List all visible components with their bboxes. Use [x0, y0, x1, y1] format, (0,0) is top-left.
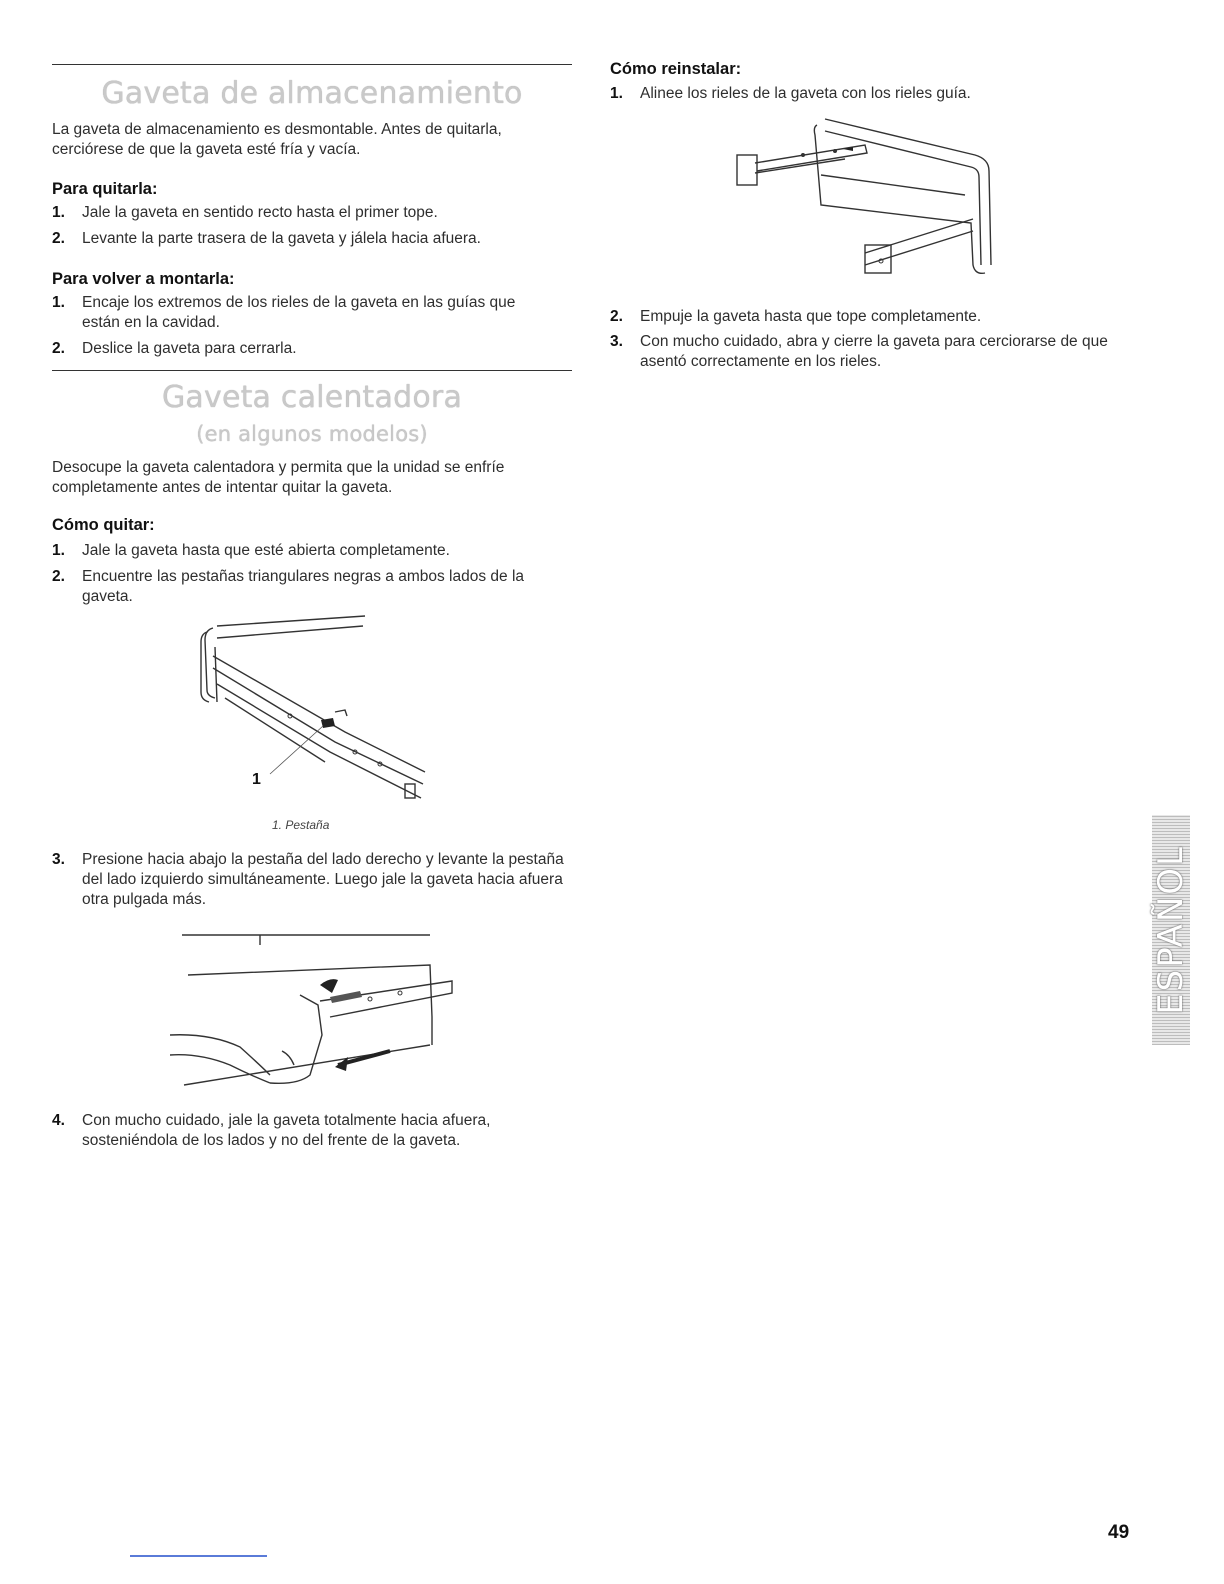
- step-text: Con mucho cuidado, jale la gaveta totalmente hacia afuera, sosteniéndola de los lados y no del frente de la gaveta.: [82, 1112, 491, 1149]
- step-text: Jale la gaveta en sentido recto hasta el primer tope.: [82, 204, 438, 221]
- figure-caption: 1. Pestaña: [272, 818, 330, 832]
- step-number: 2.: [52, 230, 65, 247]
- step-number: 1.: [52, 542, 65, 559]
- list-item: [52, 850, 574, 910]
- rail-align-illustration: [735, 115, 1005, 285]
- step-text: Empuje la gaveta hasta que tope completamente.: [640, 308, 982, 325]
- list-item: [610, 307, 1130, 327]
- footer-link-bar: [130, 1555, 267, 1557]
- top-rule: [52, 64, 572, 65]
- tab-pointer: [270, 718, 335, 774]
- figure-callout: 1: [252, 771, 261, 788]
- list-item: [52, 203, 572, 223]
- step-text: Encaje los extremos de los rieles de la gaveta en las guías que están en la cavidad.: [82, 294, 516, 331]
- list-item: [52, 541, 572, 561]
- step-text: Deslice la gaveta para cerrarla.: [82, 340, 297, 357]
- list-item: [52, 293, 572, 333]
- page-number: 49: [1108, 1522, 1130, 1543]
- list-item: [52, 1111, 574, 1151]
- step-text: Jale la gaveta hasta que esté abierta completamente.: [82, 542, 450, 559]
- step-number: 3.: [610, 333, 623, 350]
- step-number: 2.: [610, 308, 623, 325]
- step-text: Presione hacia abajo la pestaña del lado derecho y levante la pestaña del lado izquierdo simultáneamente. Luego jale la gaveta hacia afuera otra pulgada más.: [82, 851, 564, 908]
- warming-drawer-title: Gaveta calentadora: [161, 380, 463, 415]
- remove-heading: Para quitarla:: [52, 180, 158, 198]
- warming-intro: Desocupe la gaveta calentadora y permita que la unidad se enfríe completamente antes de intentar quitar la gaveta.: [52, 459, 505, 496]
- list-item: [52, 339, 572, 359]
- step-text: Encuentre las pestañas triangulares negras a ambos lados de la gaveta.: [82, 568, 525, 605]
- section-rule: [52, 370, 572, 371]
- storage-drawer-title: Gaveta de almacenamiento: [101, 76, 523, 111]
- step-number: 2.: [52, 340, 65, 357]
- step-number: 1.: [52, 204, 65, 221]
- step-number: 2.: [52, 568, 65, 585]
- step-number: 3.: [52, 851, 65, 868]
- tab-illustration: [195, 612, 440, 812]
- step-number: 1.: [610, 85, 623, 102]
- how-to-remove-heading: Cómo quitar:: [52, 516, 155, 534]
- step-text: Alinee los rieles de la gaveta con los rieles guía.: [640, 85, 971, 102]
- language-tab-label: ESPAÑOL: [1151, 845, 1191, 1015]
- replace-heading: Para volver a montarla:: [52, 270, 235, 288]
- step-number: 4.: [52, 1112, 65, 1129]
- language-tab: [1152, 815, 1190, 1045]
- step-number: 1.: [52, 294, 65, 311]
- step-text: Con mucho cuidado, abra y cierre la gaveta para cerciorarse de que asentó correctamente en los rieles.: [640, 333, 1108, 370]
- list-item: [610, 332, 1135, 372]
- reinstall-heading: Cómo reinstalar:: [610, 60, 742, 78]
- list-item: [52, 229, 572, 249]
- hand-pull-illustration: [170, 925, 470, 1090]
- step-text: Levante la parte trasera de la gaveta y jálela hacia afuera.: [82, 230, 481, 247]
- warming-drawer-subtitle: (en algunos modelos): [196, 422, 428, 446]
- list-item: [610, 84, 1130, 104]
- storage-intro: La gaveta de almacenamiento es desmontable. Antes de quitarla, cerciórese de que la gaveta esté fría y vacía.: [52, 121, 502, 158]
- list-item: [52, 567, 572, 607]
